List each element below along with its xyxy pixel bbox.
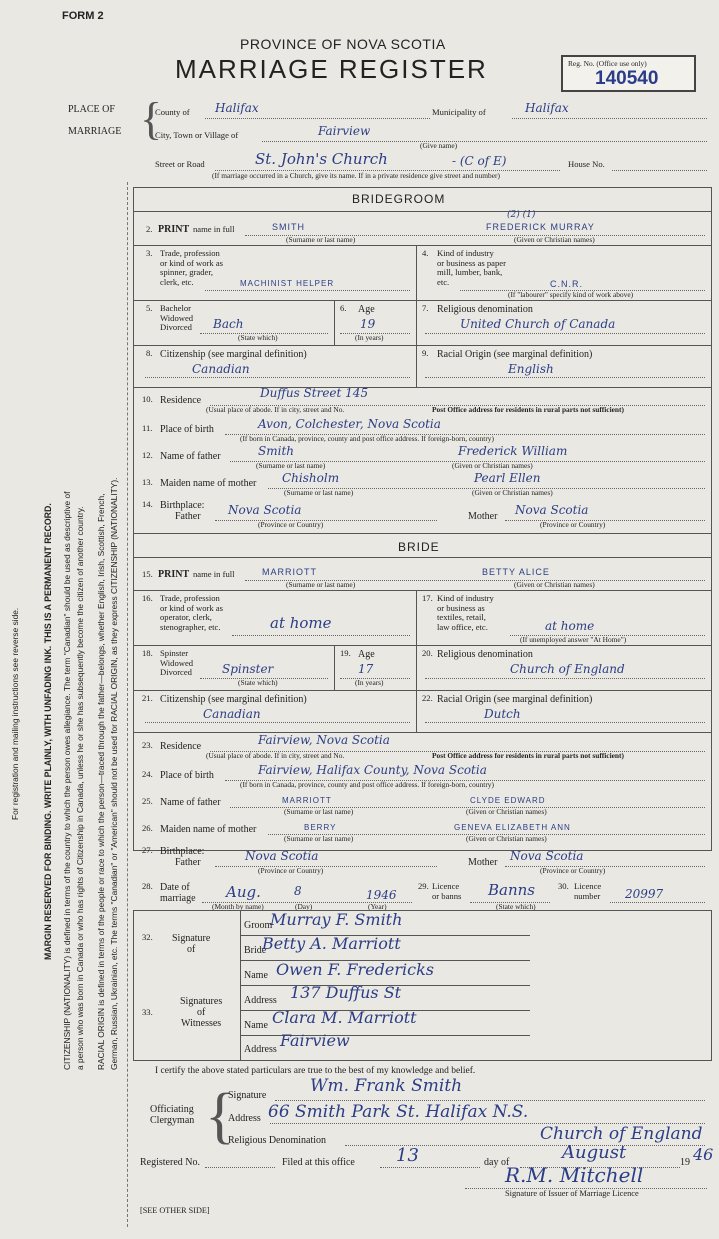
church-extra: - (C of E) — [452, 154, 507, 168]
licence-number-label: Licence number — [574, 881, 602, 901]
bride-n27: 27. — [142, 845, 153, 855]
groom-father-given: Frederick William — [458, 444, 568, 458]
bride-residence-note-b: Post Office address for residents in rural parts not sufficient) — [432, 751, 624, 760]
groom-bp-father-label: Father — [175, 511, 201, 522]
groom-n2: 2. — [146, 224, 153, 234]
bride-n24: 24. — [142, 769, 153, 779]
marriage-month: Aug. — [226, 883, 261, 901]
groom-religion: United Church of Canada — [460, 317, 616, 331]
bride-mother-given-note: (Given or Christian names) — [466, 834, 547, 843]
bride-heading: BRIDE — [398, 540, 440, 554]
bride-birthplace-label: Birthplace: — [160, 846, 205, 857]
filed-day: 13 — [396, 1145, 419, 1166]
bride-print-label: PRINT — [158, 569, 190, 580]
bride-status: Spinster — [222, 662, 274, 676]
witness2-name: Clara M. Marriott — [272, 1008, 417, 1027]
bridegroom-heading: BRIDEGROOM — [352, 192, 446, 206]
margin-line-4: a person who was born in Canada or who has rights of Citizenship in Canada, unless he or she has subsequently become the citizen of another country. — [75, 506, 85, 1070]
reg-no-value: 140540 — [595, 68, 659, 89]
marriage-day: 8 — [294, 884, 302, 898]
bride-n17: 17. — [422, 593, 433, 603]
marriage-year: 1946 — [366, 888, 397, 902]
groom-n5: 5. — [146, 303, 153, 313]
groom-n13: 13. — [142, 477, 153, 487]
county-value: Halifax — [215, 101, 259, 115]
w1-name-label: Name — [244, 970, 268, 981]
bride-n26: 26. — [142, 823, 153, 833]
groom-status-note: (State which) — [238, 333, 278, 342]
bride-n15: 15. — [142, 569, 153, 579]
groom-n8: 8. — [146, 348, 153, 358]
bride-birth-note: (If born in Canada, province, county and post office address. If foreign-born, country) — [240, 780, 494, 789]
bride-father-given: CLYDE EDWARD — [470, 796, 546, 805]
groom-mother-label: Maiden name of mother — [160, 478, 257, 489]
municipality-label: Municipality of — [432, 107, 486, 117]
registered-no-label: Registered No. — [140, 1157, 200, 1168]
bride-bp-mother-label: Mother — [468, 857, 498, 868]
bride-n18: 18. — [142, 648, 153, 658]
w2-address-label: Address — [244, 1044, 277, 1055]
groom-father-surname-note: (Surname or last name) — [256, 461, 326, 470]
bride-n19: 19. — [340, 648, 351, 658]
licence-or-banns: Banns — [488, 881, 535, 899]
groom-father-country-note: (Province or Country) — [258, 520, 324, 529]
groom-n4: 4. — [422, 248, 429, 258]
groom-bp-mother-label: Mother — [468, 511, 498, 522]
year-note: (Year) — [368, 902, 387, 911]
bride-father-surname: MARRIOTT — [282, 796, 332, 805]
groom-father-birthplace: Nova Scotia — [228, 503, 302, 517]
groom-sig-label: Groom — [244, 920, 273, 931]
officiating-brace: { — [205, 1082, 235, 1150]
bride-mother-country-note: (Province or Country) — [540, 866, 606, 875]
groom-n11: 11. — [142, 423, 153, 433]
bride-n25: 25. — [142, 796, 153, 806]
bride-religion: Church of England — [510, 662, 625, 676]
groom-surname-note: (Surname or last name) — [286, 235, 356, 244]
groom-mother-given-note: (Given or Christian names) — [472, 488, 553, 497]
month-note: (Month by name) — [212, 902, 264, 911]
place-note: (If marriage occurred in a Church, give its name. If in a private residence give street and number) — [212, 171, 500, 180]
church-value: St. John's Church — [255, 150, 388, 168]
bride-surname-note: (Surname or last name) — [286, 580, 356, 589]
bride-residence: Fairview, Nova Scotia — [258, 733, 390, 747]
groom-n3: 3. — [146, 248, 153, 258]
house-label: House No. — [568, 159, 605, 169]
place-brace: { — [140, 93, 163, 144]
margin-line-3: CITIZENSHIP (NATIONALITY) is defined in terms of the country to which the person owes allegiance. The term "Canadian" should be used as descriptive of — [62, 491, 72, 1070]
officiant-denomination: Church of England — [540, 1124, 703, 1144]
groom-citizenship: Canadian — [192, 362, 250, 376]
witness1-name: Owen F. Fredericks — [276, 960, 435, 979]
bride-father-label: Name of father — [160, 797, 221, 808]
bride-residence-label: Residence — [160, 741, 202, 752]
groom-mother-birthplace: Nova Scotia — [515, 503, 589, 517]
city-value: Fairview — [318, 124, 371, 138]
year-prefix: 19 — [680, 1157, 690, 1168]
groom-print-label: PRINT — [158, 224, 190, 235]
n32: 32. — [142, 932, 153, 942]
church-name-note: (Give name) — [420, 141, 458, 150]
margin-line-6: German, Russian, Ukrainian, etc. The terms "Canadian" or "American" should not be used for RACIAL ORIGIN, as they express CITIZENSHIP (NATIONALITY). — [109, 477, 119, 1070]
bride-residence-note: (Usual place of abode. If in city, street and No. — [206, 751, 345, 760]
bride-father-given-note: (Given or Christian names) — [466, 807, 547, 816]
margin-line-1: For registration and mailing instructions see reverse side. — [10, 607, 20, 820]
bride-race: Dutch — [484, 707, 521, 721]
bride-age-label: Age — [358, 649, 375, 660]
bride-bp-father-label: Father — [175, 857, 201, 868]
bride-n20: 20. — [422, 648, 433, 658]
bride-citizenship: Canadian — [203, 707, 261, 721]
groom-n7: 7. — [422, 303, 429, 313]
municipality-value: Halifax — [525, 101, 569, 115]
groom-given: FREDERICK MURRAY — [486, 222, 595, 232]
witness1-address: 137 Duffus St — [290, 983, 402, 1002]
groom-mother-given: Pearl Ellen — [474, 471, 541, 485]
place-label-line2: MARRIAGE — [68, 126, 122, 137]
bride-age: 17 — [358, 662, 374, 676]
street-label: Street or Road — [155, 159, 205, 169]
groom-n14: 14. — [142, 499, 153, 509]
bride-race-label: Racial Origin (see marginal definition) — [437, 694, 593, 705]
issuer-label: Signature of Issuer of Marriage Licence — [505, 1189, 639, 1198]
filed-label: Filed at this office — [282, 1157, 355, 1168]
groom-age: 19 — [360, 317, 376, 331]
page-title: MARRIAGE REGISTER — [175, 54, 488, 84]
groom-n10: 10. — [142, 394, 153, 404]
bride-surname: MARRIOTT — [262, 567, 317, 577]
bride-given: BETTY ALICE — [482, 567, 550, 577]
groom-surname: SMITH — [272, 222, 305, 232]
reg-no-label: Reg. No. (Office use only) — [568, 59, 647, 68]
date-label: Date of marriage — [160, 882, 196, 905]
groom-status: Bach — [213, 317, 244, 331]
bride-trade-label: Trade, profession or kind of work as operator, clerk, stenographer, etc. — [160, 593, 224, 632]
groom-residence: Duffus Street 145 — [260, 386, 369, 400]
groom-industry-note: (If "labourer" specify kind of work above) — [508, 290, 634, 299]
groom-age-note: (In years) — [355, 333, 384, 342]
officiant-address: 66 Smith Park St. Halifax N.S. — [268, 1102, 529, 1122]
officiant-address-label: Address — [228, 1113, 261, 1124]
bride-signature: Betty A. Marriott — [262, 934, 401, 953]
margin-line-5: RACIAL ORIGIN is defined in terms of the people or race to which the person—traced through the father—belongs, whether English, Irish, Scottish, French, — [96, 493, 106, 1070]
bride-father-surname-note: (Surname or last name) — [284, 807, 354, 816]
n28: 28. — [142, 881, 153, 891]
groom-birth-label: Place of birth — [160, 424, 214, 435]
bride-mother-given: GENEVA ELIZABETH ANN — [454, 823, 571, 832]
groom-citizenship-label: Citizenship (see marginal definition) — [160, 349, 307, 360]
bride-industry: at home — [545, 619, 595, 633]
bride-sig-label: Bride — [244, 945, 267, 956]
licence-label: Licence or banns — [432, 881, 462, 901]
bride-father-country-note: (Province or Country) — [258, 866, 324, 875]
groom-mother-country-note: (Province or Country) — [540, 520, 606, 529]
groom-signature: Murray F. Smith — [270, 910, 403, 929]
groom-trade-label: Trade, profession or kind of work as spinner, grader, clerk, etc. — [160, 248, 224, 287]
see-other-side: [SEE OTHER SIDE] — [140, 1206, 210, 1215]
groom-father-given-note: (Given or Christian names) — [452, 461, 533, 470]
groom-birthplace: Avon, Colchester, Nova Scotia — [258, 417, 441, 431]
bride-mother-surname: BERRY — [304, 823, 337, 832]
groom-status-label: Bachelor Widowed Divorced — [160, 303, 194, 333]
groom-residence-note-b: Post Office address for residents in rural parts not sufficient) — [432, 405, 624, 414]
state-which-note: (State which) — [496, 902, 536, 911]
groom-n12: 12. — [142, 450, 153, 460]
form-number: FORM 2 — [62, 10, 104, 22]
day-note: (Day) — [295, 902, 313, 911]
bride-mother-birthplace: Nova Scotia — [510, 849, 584, 863]
county-label: County of — [155, 107, 190, 117]
bride-birth-label: Place of birth — [160, 770, 214, 781]
groom-residence-note: (Usual place of abode. If in city, street and No. — [206, 405, 345, 414]
signature-of-label: Signature of — [172, 933, 211, 956]
bride-mother-surname-note: (Surname or last name) — [284, 834, 354, 843]
n30: 30. — [558, 881, 569, 891]
bride-n23: 23. — [142, 740, 153, 750]
groom-mother-surname: Chisholm — [282, 471, 340, 485]
groom-n9: 9. — [422, 348, 429, 358]
groom-father-label: Name of father — [160, 451, 221, 462]
groom-name-label: name in full — [193, 224, 235, 234]
bride-n16: 16. — [142, 593, 153, 603]
filed-year: 46 — [693, 1145, 714, 1164]
groom-residence-label: Residence — [160, 395, 202, 406]
groom-industry-label: Kind of industry or business as paper mill, lumber, bank, etc. — [437, 248, 506, 287]
groom-mother-surname-note: (Surname or last name) — [284, 488, 354, 497]
licence-number: 20997 — [625, 887, 664, 901]
bride-mother-label: Maiden name of mother — [160, 824, 257, 835]
groom-age-label: Age — [358, 304, 375, 315]
certify-text: I certify the above stated particulars are true to the best of my knowledge and belief. — [155, 1066, 476, 1076]
groom-n6: 6. — [340, 303, 347, 313]
bride-birthplace: Fairview, Halifax County, Nova Scotia — [258, 763, 487, 777]
place-label-line1: PLACE OF — [68, 104, 115, 115]
bride-status-label: Spinster Widowed Divorced — [160, 648, 194, 678]
groom-birthplace-label: Birthplace: — [160, 500, 205, 511]
margin-line-2: MARGIN RESERVED FOR BINDING. WRITE PLAINLY, WITH UNFADING INK. THIS IS A PERMANENT RECORD. — [43, 503, 53, 960]
bride-father-birthplace: Nova Scotia — [245, 849, 319, 863]
groom-trade: MACHINIST HELPER — [240, 279, 335, 288]
groom-religion-label: Religious denomination — [437, 304, 533, 315]
n29: 29. — [418, 881, 429, 891]
day-of-label: day of — [484, 1157, 510, 1168]
officiant-signature: Wm. Frank Smith — [310, 1076, 463, 1096]
groom-given-order-marks: (2) (1) — [507, 210, 536, 220]
groom-industry: C.N.R. — [550, 279, 583, 289]
bride-name-label: name in full — [193, 569, 235, 579]
groom-father-surname: Smith — [258, 444, 294, 458]
bride-n22: 22. — [422, 693, 433, 703]
bride-industry-label: Kind of industry or business as textiles, retail, law office, etc. — [437, 593, 494, 632]
bride-age-note: (In years) — [355, 678, 384, 687]
bride-given-note: (Given or Christian names) — [514, 580, 595, 589]
bride-status-note: (State which) — [238, 678, 278, 687]
officiant-sig-label: Signature — [228, 1090, 267, 1101]
groom-given-note: (Given or Christian names) — [514, 235, 595, 244]
issuer-signature: R.M. Mitchell — [505, 1163, 644, 1187]
bride-n21: 21. — [142, 693, 153, 703]
registration-number-box — [561, 55, 696, 92]
witness2-address: Fairview — [280, 1031, 350, 1050]
groom-race-label: Racial Origin (see marginal definition) — [437, 349, 593, 360]
w1-address-label: Address — [244, 995, 277, 1006]
w2-name-label: Name — [244, 1020, 268, 1031]
n33: 33. — [142, 1007, 153, 1017]
bride-industry-note: (If unemployed answer "At Home") — [520, 635, 627, 644]
province-heading: PROVINCE OF NOVA SCOTIA — [240, 36, 446, 52]
witnesses-label: Signatures of Witnesses — [180, 996, 223, 1030]
officiating-label: Officiating Clergyman — [150, 1104, 195, 1127]
groom-race: English — [508, 362, 554, 376]
denomination-label: Religious Denomination — [228, 1135, 327, 1146]
bride-citizenship-label: Citizenship (see marginal definition) — [160, 694, 307, 705]
groom-birth-note: (If born in Canada, province, county and post office address. If foreign-born, country) — [240, 434, 494, 443]
filed-month: August — [562, 1142, 627, 1163]
bride-trade: at home — [270, 614, 332, 632]
bride-religion-label: Religious denomination — [437, 649, 533, 660]
city-label: City, Town or Village of — [155, 130, 239, 140]
